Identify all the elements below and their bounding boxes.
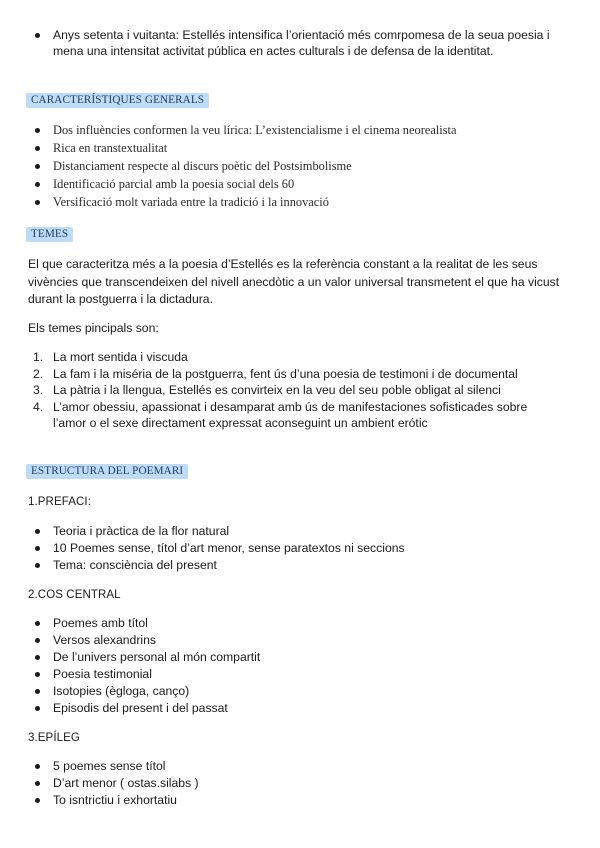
bullet-icon <box>35 655 40 660</box>
list-item: 2. La fam i la miséria de la postguerra, fent ús d’una poesia de testimoni i de documental <box>33 366 518 381</box>
bullet-icon <box>35 706 40 711</box>
section-heading-estructura: ESTRUCTURA DEL POEMARI <box>26 464 188 479</box>
list-item: Poesia testimonial <box>33 666 563 683</box>
temes-list <box>33 349 563 432</box>
bullet-icon <box>35 798 40 803</box>
list-item: Poemes amb títol <box>33 615 563 632</box>
caracteristiques-list <box>33 121 573 211</box>
prefaci-list <box>33 523 563 574</box>
list-item: Isotopies (ègloga, canço) <box>33 683 563 700</box>
list-item: De l’univers personal al món compartit <box>33 649 563 666</box>
bullet-icon <box>35 621 40 626</box>
temes-paragraph: El que caracteritza més a la poesia d’Estellés es la referència constant a la realitat de les seus vivències que transcendeixen del nivell anecdòtic a un valor universal transmetent el que ha vicust durant la postguerra i la dictadura. <box>28 257 560 306</box>
temes-intro: Els temes pincipals son: <box>28 321 159 335</box>
bullet-icon <box>35 529 40 534</box>
list-item: 10 Poemes sense, títol d’art menor, sense paratextos ni seccions <box>33 540 563 557</box>
bullet-icon <box>35 672 40 677</box>
list-item: Distanciament respecte al discurs poètic del Postsimbolisme <box>33 157 573 175</box>
section-heading-temes: TEMES <box>26 227 73 242</box>
bullet-icon <box>35 164 40 169</box>
list-item: Rica en transtextualitat <box>33 139 573 157</box>
list-item: D’art menor ( ostas.silabs ) <box>33 775 563 792</box>
bullet-icon <box>35 764 40 769</box>
bullet-icon <box>35 563 40 568</box>
list-item: 4. L’amor obessiu, apassionat i desamparat amb ús de manifestaciones sofisticades sobre l’amor o el sexe directament expressat aconseguint un ambient erótic <box>33 399 528 430</box>
list-item <box>33 27 563 59</box>
list-item: 5 poemes sense títol <box>33 758 563 775</box>
list-number: 4. <box>33 399 44 414</box>
bullet-icon <box>35 689 40 694</box>
intro-list <box>33 27 563 59</box>
bullet-icon <box>35 33 40 38</box>
list-number: 1. <box>33 350 44 364</box>
section-heading-caracteristiques: CARACTERÍSTIQUES GENERALS <box>26 93 209 108</box>
list-item: Dos influències conformen la veu lírica: L’existencialisme i el cinema neorealista <box>33 121 573 139</box>
list-item: Versificació molt variada entre la tradició i la innovació <box>33 193 573 211</box>
bullet-icon <box>35 781 40 786</box>
bullet-icon <box>35 182 40 187</box>
bullet-icon <box>35 200 40 205</box>
list-item: Tema: consciència del present <box>33 557 563 574</box>
list-number: 3. <box>33 383 44 397</box>
list-item: Versos alexandrins <box>33 632 563 649</box>
prefaci-title: 1.PREFACI: <box>28 496 91 508</box>
epileg-list <box>33 758 563 809</box>
list-item: Episodis del present i del passat <box>33 700 563 717</box>
list-item: 1. La mort sentida i viscuda <box>33 350 188 364</box>
list-item: To isntrictiu i exhortatiu <box>33 792 563 809</box>
bullet-icon <box>35 146 40 151</box>
list-item: 3. La pàtria i la llengua, Estellés es convirteix en la veu del seu poble obligat al silenci <box>33 383 501 397</box>
cos-central-title: 2.COS CENTRAL <box>28 589 121 601</box>
bullet-icon <box>35 638 40 643</box>
epileg-title: 3.EPÍLEG <box>28 732 80 744</box>
cos-central-list <box>33 615 563 717</box>
list-item: Identificació parcial amb la poesia social dels 60 <box>33 175 573 193</box>
list-item-text: Anys setenta i vuitanta: Estellés intensifica l’orientació més comrpomesa de la seua poesia i mena una intensitat activitat pública en actes culturals i de defensa de la identitat. <box>53 28 550 58</box>
bullet-icon <box>35 128 40 133</box>
list-item: Teoria i pràctica de la flor natural <box>33 523 563 540</box>
list-number: 2. <box>33 366 44 381</box>
bullet-icon <box>35 546 40 551</box>
